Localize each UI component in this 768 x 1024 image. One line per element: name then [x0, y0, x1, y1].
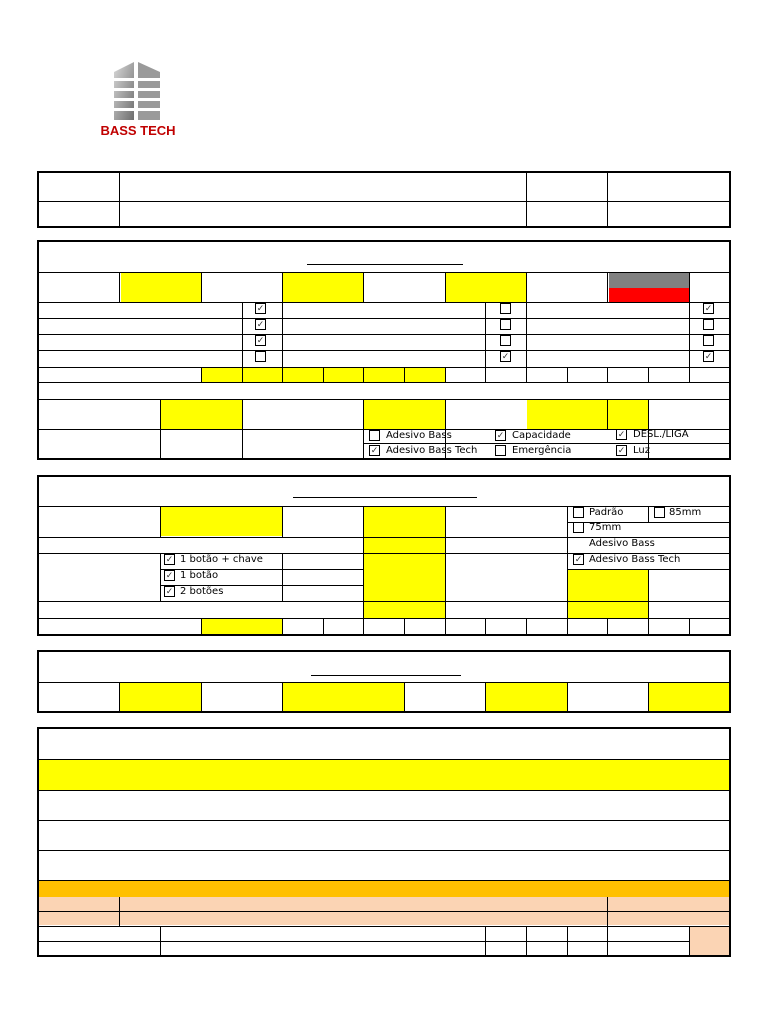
option-label: 1 botão	[180, 570, 219, 581]
checkbox-adesivo-bass-tech[interactable]: ✓	[370, 446, 379, 456]
highlight-cell	[568, 570, 648, 618]
peach-row	[39, 897, 729, 912]
status-gray-bar	[609, 273, 689, 288]
orange-header-row	[39, 880, 729, 898]
option-label: Capacidade	[512, 430, 571, 441]
adesivo-bass-label: Adesivo Bass	[589, 538, 655, 549]
checkbox-85mm[interactable]	[654, 507, 665, 518]
option-label: DESL./LIGA	[633, 429, 689, 440]
status-red-bar	[609, 288, 689, 302]
checkbox[interactable]: ✓	[501, 352, 510, 362]
checkbox[interactable]: ✓	[256, 304, 265, 314]
highlight-cell	[283, 683, 404, 711]
highlight-cell	[283, 273, 363, 302]
checkbox-luz[interactable]: ✓	[617, 446, 626, 456]
option-label: Adesivo Bass	[386, 430, 452, 441]
highlight-cell	[446, 273, 526, 302]
checkbox-adesivo-bass-tech[interactable]: ✓	[574, 555, 583, 565]
option-label: 75mm	[589, 522, 622, 533]
highlight-cell	[161, 507, 282, 536]
checkbox[interactable]: ✓	[704, 304, 713, 314]
checkbox-emergencia[interactable]	[495, 445, 506, 456]
option-label: 1 botão + chave	[180, 554, 263, 565]
highlight-strip	[202, 368, 446, 382]
checkbox[interactable]	[500, 335, 511, 346]
highlight-cell	[161, 400, 242, 429]
option-label: 2 botões	[180, 586, 224, 597]
option-label: Padrão	[589, 507, 624, 518]
checkbox[interactable]: ✓	[256, 320, 265, 330]
brand-name: BASS TECH	[100, 123, 176, 138]
checkbox[interactable]: ✓	[704, 352, 713, 362]
section-4-title-line	[311, 675, 461, 676]
highlight-cell	[364, 400, 445, 429]
checkbox-padrao[interactable]	[573, 507, 584, 518]
highlight-cell	[202, 619, 282, 634]
section-3-title-line	[293, 497, 477, 498]
checkbox[interactable]	[500, 319, 511, 330]
peach-cell	[690, 927, 729, 955]
highlight-cell	[121, 273, 201, 302]
checkbox-75mm[interactable]	[573, 522, 584, 533]
checkbox-adesivo-bass[interactable]	[369, 430, 380, 441]
peach-row	[39, 912, 729, 925]
checkbox-capacidade[interactable]: ✓	[496, 431, 505, 441]
option-label: Adesivo Bass Tech	[589, 554, 681, 565]
header-info-table	[37, 171, 731, 228]
checkbox[interactable]	[703, 319, 714, 330]
highlight-cell	[649, 683, 729, 711]
section-4-table	[37, 650, 731, 713]
checkbox-1-botao-chave[interactable]: ✓	[165, 555, 174, 565]
checkbox[interactable]: ✓	[256, 336, 265, 346]
checkbox-2-botoes[interactable]: ✓	[165, 587, 174, 597]
company-logo	[96, 62, 180, 142]
checkbox[interactable]	[500, 303, 511, 314]
checkbox[interactable]	[703, 335, 714, 346]
section-2-title-line	[307, 264, 463, 265]
building-logo-icon	[96, 62, 180, 126]
option-label: Adesivo Bass Tech	[386, 445, 478, 456]
highlight-cell	[120, 683, 201, 711]
highlight-cell	[486, 683, 567, 711]
highlight-row	[39, 760, 729, 790]
option-label: Emergência	[512, 445, 572, 456]
checkbox-1-botao[interactable]: ✓	[165, 571, 174, 581]
section-2-table	[37, 240, 731, 460]
checkbox-desl-liga[interactable]: ✓	[617, 430, 626, 440]
option-label: Luz	[633, 445, 650, 456]
highlight-cell	[527, 400, 648, 429]
checkbox[interactable]	[255, 351, 266, 362]
section-5-table	[37, 727, 731, 957]
option-label: 85mm	[669, 507, 702, 518]
